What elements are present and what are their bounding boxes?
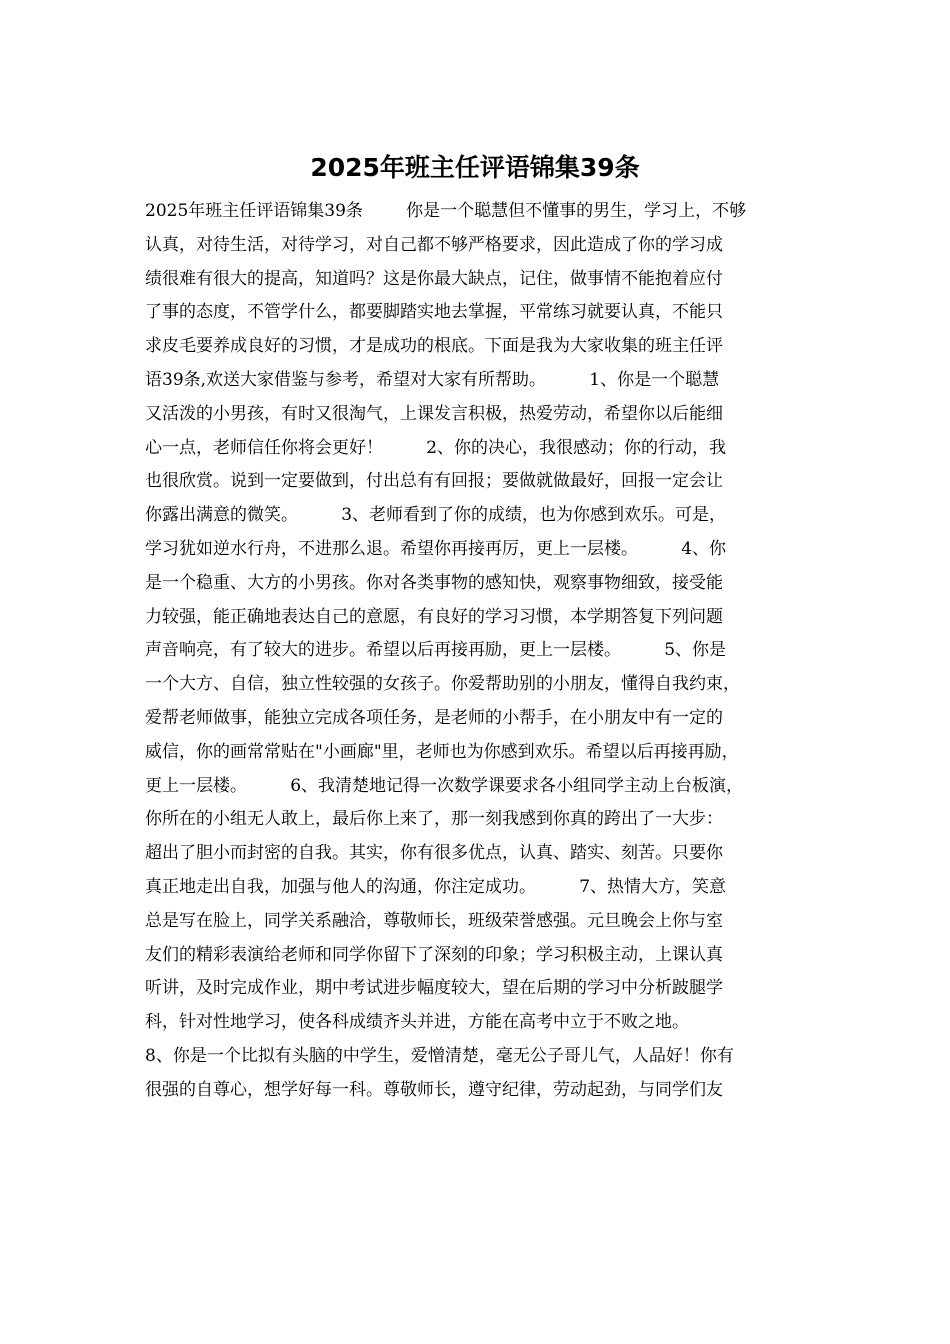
body-line: 求皮毛要养成良好的习惯，才是成功的根底。下面是我为大家收集的班主任评 <box>145 336 723 357</box>
body-line: 8、你是一个比拟有头脑的中学生，爱憎清楚，毫无公子哥儿气，人品好！你有 <box>145 1045 734 1066</box>
body-line: 一个大方、自信，独立性较强的女孩子。你爱帮助别的小朋友，懂得自我约束， <box>145 674 740 695</box>
body-line: 爱帮老师做事，能独立完成各项任务，是老师的小帮手，在小朋友中有一定的 <box>145 707 723 728</box>
body-line: 声音响亮，有了较大的进步。希望以后再接再励，更上一层楼。 5、你是 <box>145 640 727 661</box>
body-line: 真正地走出自我，加强与他人的沟通，你注定成功。 7、热情大方，笑意 <box>145 876 727 897</box>
body-line: 听讲，及时完成作业，期中考试进步幅度较大，望在后期的学习中分析跛腿学 <box>145 978 723 999</box>
body-line: 科，针对性地学习，使各科成绩齐头并进，方能在高考中立于不败之地。 <box>145 1012 689 1033</box>
body-line: 威信，你的画常常贴在"小画廊"里，老师也为你感到欢乐。希望以后再接再励， <box>145 741 739 762</box>
body-line: 2025年班主任评语锦集39条 你是一个聪慧但不懂事的男生，学习上，不够 <box>145 201 747 221</box>
document-title: 2025年班主任评语锦集39条 <box>310 153 640 182</box>
body-line: 学习犹如逆水行舟，不进那么退。希望你再接再厉，更上一层楼。 4、你 <box>145 538 727 559</box>
body-line: 绩很难有很大的提高，知道吗？这是你最大缺点，记住，做事情不能抱着应付 <box>145 268 723 289</box>
body-line: 也很欣赏。说到一定要做到，付出总有有回报；要做就做最好，回报一定会让 <box>145 471 723 492</box>
body-line: 超出了胆小而封密的自我。其实，你有很多优点，认真、踏实、刻苦。只要你 <box>145 843 723 864</box>
body-line: 力较强，能正确地表达自己的意愿，有良好的学习习惯，本学期答复下列问题 <box>145 606 723 627</box>
body-line: 你所在的小组无人敢上，最后你上来了，那一刻我感到你真的跨出了一大步： <box>145 809 723 830</box>
body-line: 友们的精彩表演给老师和同学你留下了深刻的印象；学习积极主动，上课认真 <box>145 944 723 965</box>
body-line: 语39条,欢送大家借鉴与参考，希望对大家有所帮助。 1、你是一个聪慧 <box>145 369 720 390</box>
body-line: 很强的自尊心，想学好每一科。尊敬师长，遵守纪律，劳动起劲，与同学们友 <box>145 1079 723 1100</box>
document-body <box>145 195 817 1108</box>
body-line: 了事的态度，不管学什么，都要脚踏实地去掌握，平常练习就要认真，不能只 <box>145 302 723 323</box>
body-line: 你露出满意的微笑。 3、老师看到了你的成绩，也为你感到欢乐。可是， <box>145 505 727 526</box>
body-line: 心一点，老师信任你将会更好！ 2、你的决心，我很感动；你的行动，我 <box>145 437 727 458</box>
body-line: 又活泼的小男孩，有时又很淘气，上课发言积极，热爱劳动，希望你以后能细 <box>145 403 723 424</box>
body-line: 认真，对待生活，对待学习，对自己都不够严格要求，因此造成了你的学习成 <box>145 234 723 255</box>
body-line: 是一个稳重、大方的小男孩。你对各类事物的感知快，观察事物细致，接受能 <box>145 572 723 593</box>
body-line: 更上一层楼。 6、我清楚地记得一次数学课要求各小组同学主动上台板演， <box>145 775 744 796</box>
body-line: 总是写在脸上，同学关系融洽，尊敬师长，班级荣誉感强。元旦晚会上你与室 <box>145 910 723 931</box>
